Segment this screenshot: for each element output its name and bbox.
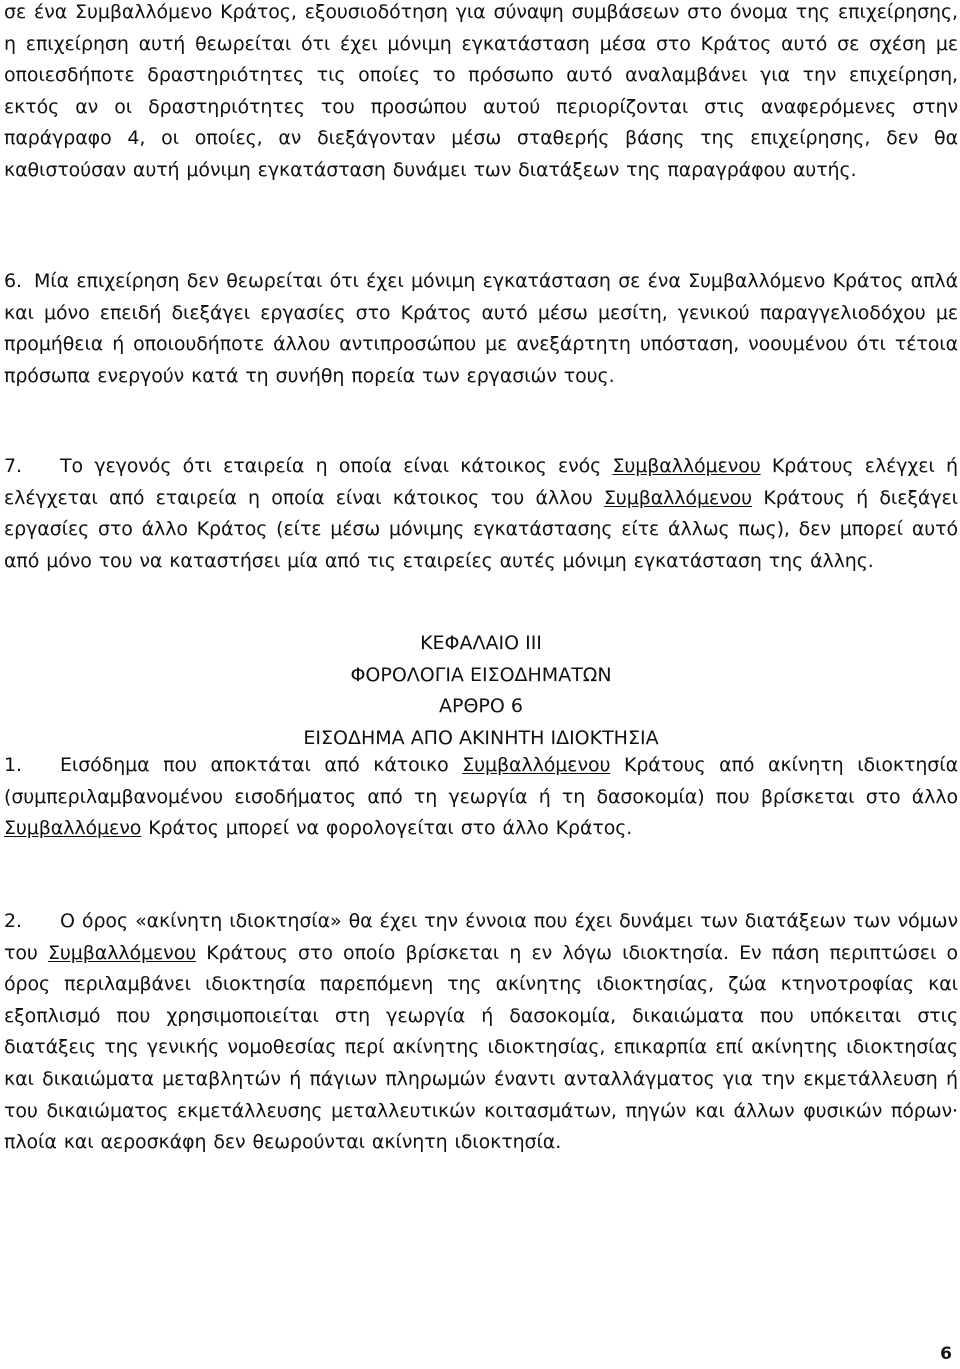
article6-paragraph-1 [4,750,958,845]
article-title: ΑΡΘΡΟ 6 [439,695,523,718]
paragraph-text: Μία επιχείρηση δεν θεωρείται ότι έχει μόνιμη εγκατάσταση σε ένα Συμβαλλόμενο Κράτος απλά και μόνο επειδή διεξάγει εργασίες στο Κράτος αυτό μέσω μεσίτη, γενικού παραγγελιοδόχου με προμήθεια ή οποιουδήποτε άλλου αντιπροσώπου με ανεξάρτητη υπόσταση, νοουμένου ότι τέτοια πρόσωπα ενεργούν κατά τη συνήθη πορεία των εργασιών τους. [4,270,958,387]
chapter-title: ΚΕΦΑΛΑΙΟ III [420,632,542,654]
paragraph-text-b: Κράτους στο οποίο βρίσκεται η εν λόγω ιδιοκτησία. Εν πάση περιπτώσει ο όρος περιλαμβάνει ιδιοκτησία παρεπόμενη της ακίνητης ιδιοκτησίας, ζώα κτηνοτροφίας και εξοπλισμό που χρησιμοποιείται στη γεωργία ή δασοκομία, δικαιώματα που υπόκειται στις διατάξεις της γενικής νομοθεσίας περί ακίνητης ιδιοκτησίας, επικαρπία επί ακίνητης ιδιοκτησίας και δικαιώματα μεταβλητών ή πάγιων πληρωμών έναντι ανταλλάγματος για την εκμετάλλευση ή του δικαιώματος εκμετάλλευσης μεταλλευτικών κοιτασμάτων, πηγών και άλλων φυσικών πόρων· πλοία και αεροσκάφη δεν θεωρούνται ακίνητη ιδιοκτησία. [4,941,958,1154]
article6-paragraph-2 [4,906,958,1159]
underlined-term: Συμβαλλόμενου [462,754,611,776]
paragraph-text-c: Κράτος μπορεί να φορολογείται στο άλλο Κράτος. [141,817,633,840]
page-number: 6 [940,1344,952,1364]
article-subtitle: ΕΙΣΟΔΗΜΑ ΑΠΟ ΑΚΙΝΗΤΗ ΙΔΙΟΚΤΗΣΙΑ [303,726,659,749]
paragraph-text-c: Κράτους ή διεξάγει εργασίες στο άλλο Κράτος (είτε μέσω μόνιμης εγκατάστασης είτε άλλως πως), δεν μπορεί αυτό από μόνο του να καταστήσει μία από τις εταιρείες αυτές μόνιμη εγκατάσταση της άλλης. [4,486,958,572]
paragraph-text-a: Εισόδημα που αποκτάται από κάτοικο [60,754,463,776]
paragraph-number: 2. [4,910,22,932]
underlined-term: Συμβαλλόμενου [47,941,197,964]
paragraph-text-a: Ο όρος «ακίνητη ιδιοκτησία» θα έχει την έννοια που έχει δυνάμει των διατάξεων των νόμων του [4,910,958,964]
paragraph-text-a: Το γεγονός ότι εταιρεία η οποία είναι κάτοικος ενός [60,455,613,477]
underlined-term: Συμβαλλόμενο [4,817,142,840]
underlined-term: Συμβαλλόμενου [603,486,753,509]
chapter-headings [4,628,958,754]
paragraph-number: 7. [4,455,22,477]
paragraph-number: 1. [4,754,22,776]
paragraph-text-b: Κράτους από ακίνητη ιδιοκτησία (συμπεριλαμβανομένου εισοδήματος από τη γεωργία ή τη δασοκομία) που βρίσκεται στο άλλο [4,754,959,808]
underlined-term: Συμβαλλόμενου [612,455,761,477]
paragraph-7 [4,451,958,577]
paragraph-6: 6. Μία επιχείρηση δεν θεωρείται ότι έχει μόνιμη εγκατάσταση σε ένα Συμβαλλόμενο Κράτος απλά και μόνο επειδή διεξάγει εργασίες στο Κράτος αυτό μέσω μεσίτη, γενικού παραγγελιοδόχου με προμήθεια ή οποιουδήποτε άλλου αντιπροσώπου με ανεξάρτητη υπόσταση, νοουμένου ότι τέτοια πρόσωπα ενεργούν κατά τη συνήθη πορεία των εργασιών τους. [4,270,958,387]
paragraph-text-b: Κράτους ελέγχει ή ελέγχεται από εταιρεία η οποία είναι κάτοικος του άλλου [4,455,958,509]
paragraph-intro: σε ένα Συμβαλλόμενο Κράτος, εξουσιοδότηση για σύναψη συμβάσεων στο όνομα της επιχείρησης, η επιχείρηση αυτή θεωρείται ότι έχει μόνιμη εγκατάσταση μέσα στο Κράτος αυτό σε σχέση με οποιεσδήποτε δραστηριότητες τις οποίες το πρόσωπο αυτό αναλαμβάνει για την επιχείρηση, εκτός αν οι δραστηριότητες του προσώπου αυτού περιορίζονται στις αναφερόμενες στην παράγραφο 4, οι οποίες, αν διεξάγονταν μέσω σταθερής βάσης της επιχείρησης, δεν θα καθιστούσαν αυτή μόνιμη εγκατάσταση δυνάμει των διατάξεων της παραγράφου αυτής. [4,1,958,181]
chapter-subtitle: ΦΟΡΟΛΟΓΙΑ ΕΙΣΟΔΗΜΑΤΩΝ [350,663,612,686]
